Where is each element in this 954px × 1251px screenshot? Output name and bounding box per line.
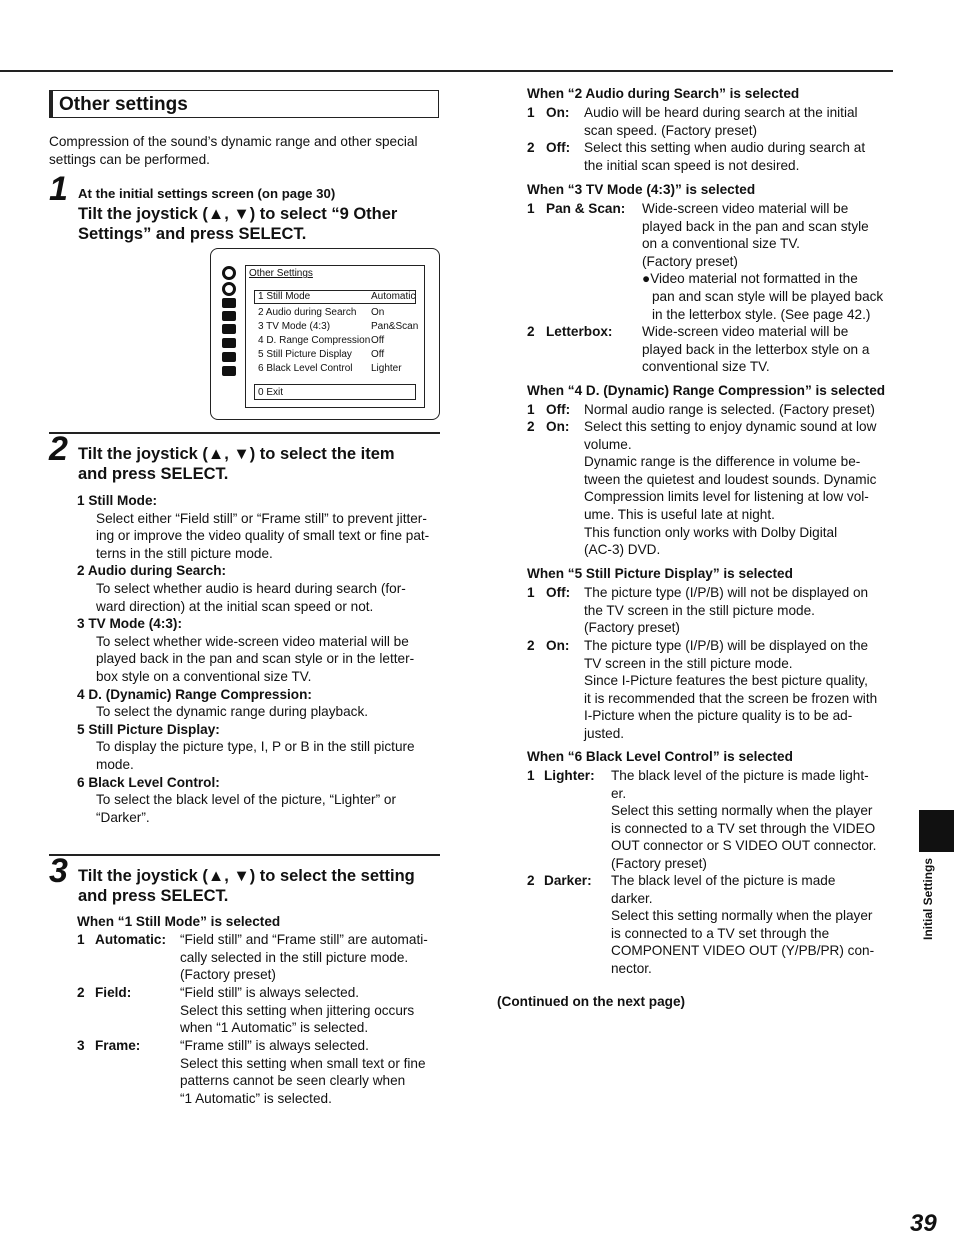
menu-item-value: Off [371,335,385,346]
top-rule [0,70,893,72]
step-3-number: 3 [49,852,68,890]
when-black-level: When “6 Black Level Control” is selected [527,749,793,764]
menu-item[interactable]: 6 Black Level Control [258,363,353,374]
disc-icon [222,266,236,280]
chapter-label: Initial Settings [921,857,935,940]
step-3-heading: Tilt the joystick (▲, ▼) to select the setting and press SELECT. [78,867,415,905]
menu-exit[interactable]: 0 Exit [258,387,284,398]
settings-icon [222,352,236,362]
menu-item[interactable]: 3 TV Mode (4:3) [258,321,331,332]
menu-item[interactable]: 4 D. Range Compression [258,335,371,346]
menu-item-value: Lighter [371,363,402,374]
intro-text: Compression of the sound’s dynamic range and other special settings can be performed. [49,134,418,167]
step-1-heading: Tilt the joystick (▲, ▼) to select “9 Other Settings” and press SELECT. [78,205,398,243]
tape-icon [222,324,236,334]
menu-panel [245,265,425,408]
menu-title: Other Settings [249,268,313,279]
when-still-picture-display: When “5 Still Picture Display” is selected [527,566,793,581]
step-2-number: 2 [49,430,68,468]
menu-item[interactable]: 5 Still Picture Display [258,349,352,360]
step-1-sub: At the initial settings screen (on page 30) [78,186,336,201]
step-divider [49,854,440,856]
menu-item-value: Automatic [371,291,416,302]
step-1-number: 1 [49,170,68,208]
continued-note: (Continued on the next page) [497,994,686,1009]
page-number: 39 [910,1210,937,1237]
menu-item-value: On [371,307,385,318]
when-still-mode: When “1 Still Mode” is selected [77,914,281,929]
tape-icon [222,298,236,308]
menu-item[interactable]: 2 Audio during Search [258,307,357,318]
menu-item[interactable]: 1 Still Mode [258,291,311,302]
chapter-tab [919,810,954,852]
settings-icon [222,366,236,376]
section-title: Other settings [59,94,188,115]
tape-icon [222,311,236,321]
when-tv-mode: When “3 TV Mode (4:3)” is selected [527,182,756,197]
menu-item-value: Pan&Scan [371,321,419,332]
when-audio-search: When “2 Audio during Search” is selected [527,86,800,101]
menu-item-value: Off [371,349,385,360]
when-drc: When “4 D. (Dynamic) Range Compression” is selected [527,383,886,398]
section-title-box [49,90,439,118]
step-2-items: 1 Still Mode: Select either “Field still” or “Frame still” to prevent jitter- ing or improve the video quality of small text or fine pat- terns in the still picture mode. 2 Audio during Search: To select whether audio is heard during search (for- ward direction) at the initial scan speed or not. 3 TV Mode (4:3): To select whether wide-screen video material will be played back in the pan and scan style or in the letter- box style on a conventional size TV. 4 D. (Dynamic) Range Compression: To select the dynamic range during playback. 5 Still Picture Display: To display the picture type, I, P or B in the still picture mode. 6 Black Level Control: To select the black level of the picture, “Lighter” or “Darker”. [77,493,430,825]
settings-icon [222,338,236,348]
step-divider [49,432,440,434]
step-2-heading: Tilt the joystick (▲, ▼) to select the item and press SELECT. [78,445,395,483]
disc-icon [222,282,236,296]
